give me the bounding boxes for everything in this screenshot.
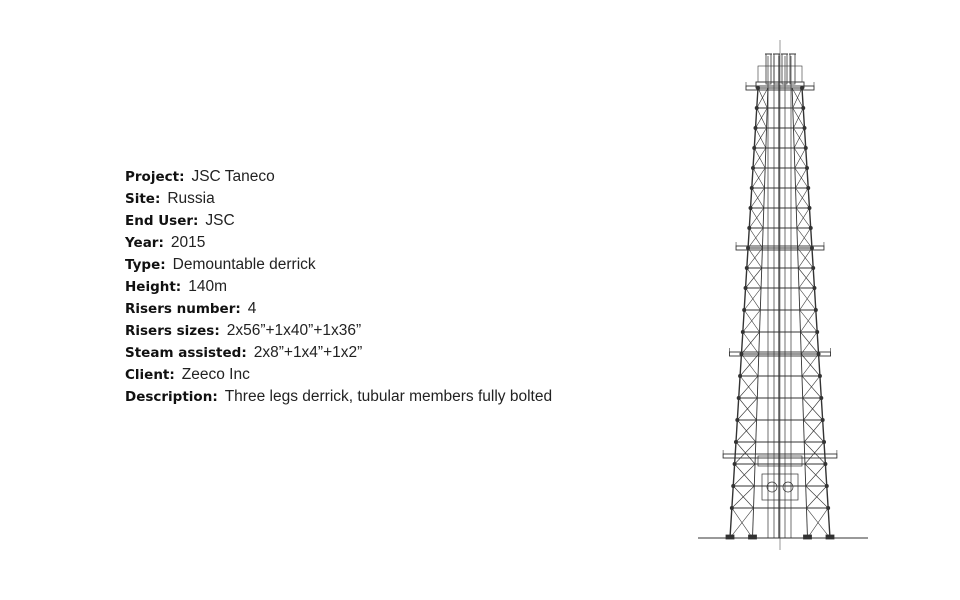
spec-row-risers-number	[125, 298, 645, 320]
spec-row-steam-assisted	[125, 342, 645, 364]
spec-value: 4	[247, 300, 257, 317]
spec-value: JSC	[205, 212, 235, 229]
spec-label: Project:	[125, 169, 185, 185]
spec-label: Type:	[125, 257, 166, 273]
spec-row-end-user	[125, 210, 645, 232]
spec-label: Risers number:	[125, 301, 241, 317]
spec-row-risers-sizes	[125, 320, 645, 342]
spec-row-type	[125, 254, 645, 276]
spec-value: 2015	[170, 234, 206, 251]
spec-row-client	[125, 364, 645, 386]
tower-structure	[698, 40, 868, 550]
spec-value: Russia	[167, 190, 215, 207]
derrick-tower-drawing	[690, 38, 875, 552]
spec-row-description	[125, 386, 645, 408]
spec-value: Three legs derrick, tubular members fully bolted	[224, 388, 553, 405]
spec-label: Client:	[125, 367, 175, 383]
spec-label: Height:	[125, 279, 182, 295]
spec-row-year	[125, 232, 645, 254]
spec-label: Steam assisted:	[125, 345, 247, 361]
spec-row-height	[125, 276, 645, 298]
spec-value: Demountable derrick	[172, 256, 316, 273]
spec-row-project	[125, 166, 645, 188]
spec-label: Risers sizes:	[125, 323, 220, 339]
spec-value: 2x8”+1x4”+1x2”	[253, 344, 363, 361]
spec-label: Description:	[125, 389, 218, 405]
spec-value: Zeeco Inc	[181, 366, 250, 383]
spec-value: 140m	[188, 278, 227, 295]
spec-row-site	[125, 188, 645, 210]
spec-label: Year:	[125, 235, 164, 251]
spec-label: End User:	[125, 213, 199, 229]
spec-value: JSC Taneco	[191, 168, 275, 185]
spec-label: Site:	[125, 191, 161, 207]
spec-value: 2x56”+1x40”+1x36”	[226, 322, 362, 339]
project-spec-list	[125, 166, 645, 408]
